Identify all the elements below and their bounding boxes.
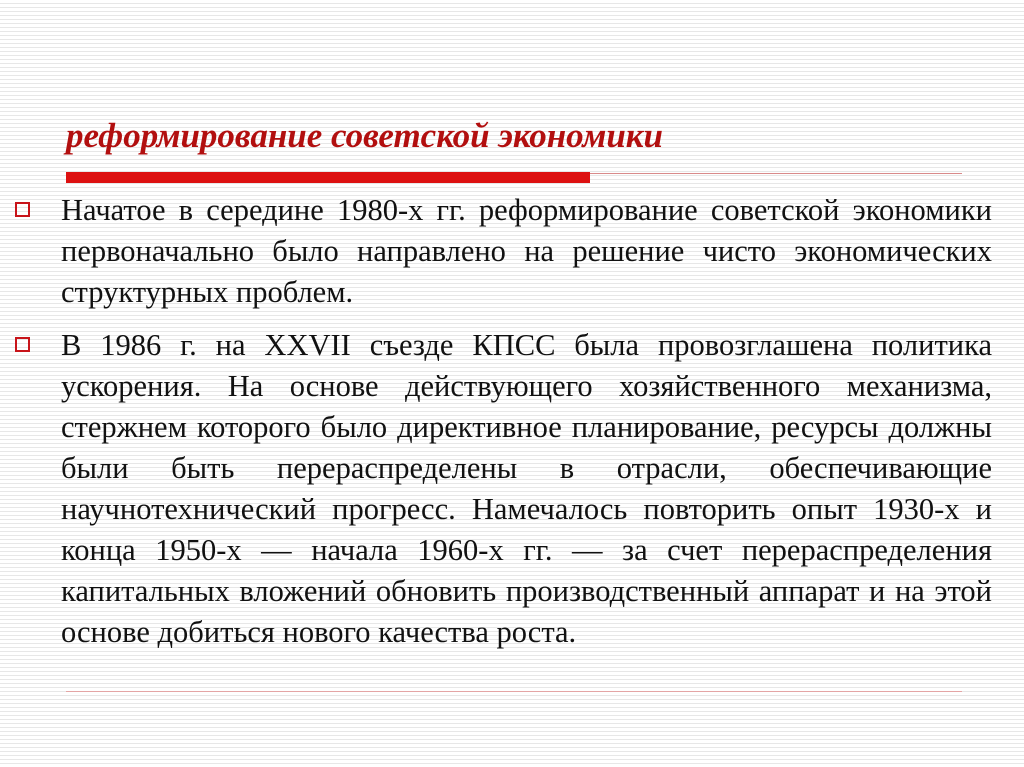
bullet-item xyxy=(10,325,992,653)
bullet-text: Начатое в середине 1980-х гг. реформирование советской экономики первоначально было направлено на решение чисто экономических структурных проблем. xyxy=(61,193,992,309)
bullet-list xyxy=(10,190,992,665)
slide-title: реформирование советской экономики xyxy=(66,116,663,155)
hollow-square-icon xyxy=(15,337,30,352)
bullet-text: В 1986 г. на XXVII съезде КПСС была провозглашена политика ускорения. На основе действующего хозяйственного механизма, стержнем которого было директивное планирование, ресурсы должны были быть перераспределены в отрасли, обеспечивающие научнотехнический прогресс. Намечалось повторить опыт 1930-х и конца 1950-х — начала 1960-х гг. — за счет перераспределения капитальных вложений обновить производственный аппарат и на этой основе добиться нового качества роста. xyxy=(61,328,992,649)
bullet-item xyxy=(10,190,992,313)
footer-divider xyxy=(66,691,962,692)
title-underline-thick xyxy=(66,172,590,183)
title-underline-thin xyxy=(590,173,962,174)
hollow-square-icon xyxy=(15,202,30,217)
